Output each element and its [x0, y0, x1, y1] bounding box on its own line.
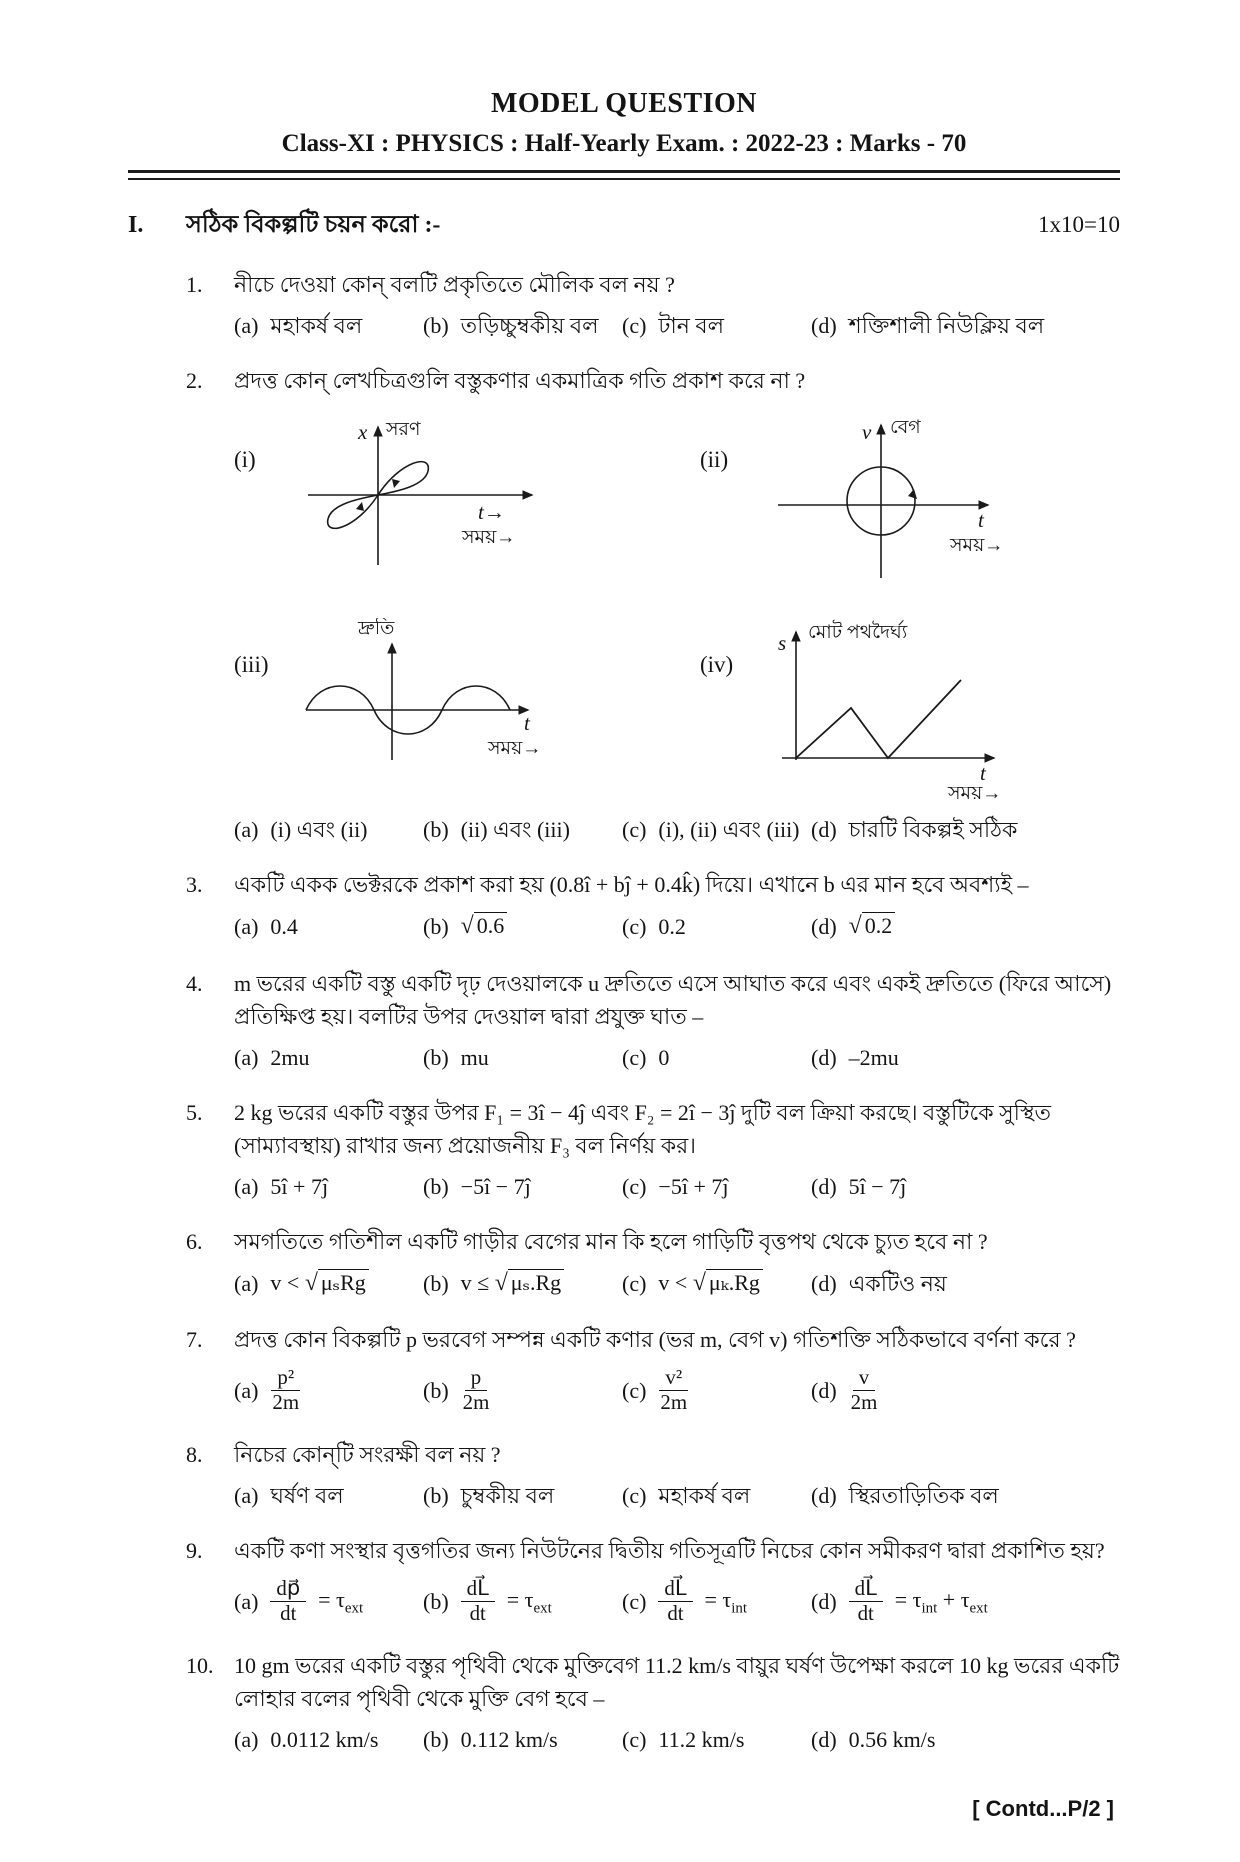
- option-label: (a): [234, 1173, 259, 1199]
- option-label: (a): [234, 1483, 259, 1509]
- option-text: 5î + 7ĵ: [270, 1173, 329, 1199]
- option-label: (b): [423, 1726, 449, 1752]
- option-b: [423, 813, 616, 846]
- option-text: (ii) এবং (iii): [460, 817, 570, 842]
- question-number: 8.: [186, 1442, 203, 1468]
- option-label: (b): [423, 817, 449, 842]
- question-text: একটি কণা সংস্থার বৃত্তগতির জন্য নিউটনের দ্বিতীয় গতিসূত্রটি নিচের কোন সমীকরণ দ্বারা প্রকাশিত হয়?: [234, 1538, 1105, 1564]
- numerator: p²: [271, 1366, 300, 1390]
- options-row: [234, 1170, 1120, 1203]
- graph-i-label: (i): [234, 447, 256, 472]
- equation-rhs: [318, 1583, 363, 1620]
- question-number: 6.: [186, 1228, 203, 1254]
- graph-iii-label: (iii): [234, 652, 269, 677]
- denominator: dt: [469, 1600, 486, 1625]
- rhs-subscript: ext: [344, 1599, 364, 1616]
- question-1: [128, 268, 1120, 342]
- question-number: 4.: [186, 970, 203, 996]
- option-label: (a): [234, 1270, 259, 1296]
- rhs-base: = τ: [704, 1586, 732, 1612]
- option-text: 0.56 km/s: [848, 1726, 936, 1752]
- option-text: স্থিরতাড়িতিক বল: [848, 1483, 999, 1509]
- option-label: (b): [423, 1173, 449, 1199]
- rhs-subscript: ext: [533, 1599, 552, 1616]
- question-text: নিচের কোন্‌টি সংরক্ষী বল নয় ?: [234, 1442, 501, 1468]
- option-text: [461, 909, 508, 945]
- option-c: [622, 1575, 805, 1627]
- page-subtitle: Class-XI : PHYSICS : Half-Yearly Exam. : 2022-23 : Marks - 70: [281, 130, 967, 157]
- x-axis-caption: সময়→: [488, 738, 542, 759]
- y-axis-letter: s: [778, 631, 787, 655]
- question-4: [128, 967, 1120, 1074]
- option-label: (d): [811, 1588, 837, 1614]
- denominator: 2m: [462, 1389, 490, 1414]
- question-text: সমগতিতে গতিশীল একটি গাড়ীর বেগের মান কি হলে গাড়িটি বৃত্তপথ থেকে চ্যুত হবে না ?: [234, 1228, 988, 1254]
- radicand: 0.2: [862, 912, 896, 938]
- question-10: [128, 1649, 1120, 1756]
- graph-iii-plot: [300, 618, 550, 768]
- graph-i-plot: [300, 413, 550, 578]
- equation-rhs: [507, 1583, 552, 1620]
- x-axis-letter: t→: [478, 500, 505, 524]
- option-text: [270, 1266, 368, 1302]
- option-label: (a): [234, 1044, 259, 1070]
- fraction: [461, 1366, 492, 1414]
- option-d: [811, 309, 1120, 342]
- fraction: [658, 1366, 689, 1414]
- option-label: (d): [811, 1044, 837, 1070]
- option-text: চারটি বিকল্পই সঠিক: [848, 817, 1018, 842]
- option-a: [234, 1266, 417, 1302]
- section-marks: 1x10=10: [1038, 212, 1120, 237]
- option-c: [622, 1041, 805, 1074]
- option-text: 5î − 7ĵ: [848, 1173, 907, 1199]
- option-d: [811, 1267, 1120, 1300]
- numerator: v: [853, 1366, 875, 1390]
- option-label: (c): [622, 817, 647, 842]
- option-b: [423, 1723, 616, 1756]
- option-text: 0.2: [658, 914, 686, 940]
- question-number: 9.: [186, 1538, 203, 1564]
- denominator: dt: [667, 1600, 684, 1625]
- denominator: 2m: [850, 1389, 878, 1414]
- y-axis-caption: মোট পথদৈর্ঘ্য: [808, 622, 908, 643]
- option-c: [622, 813, 805, 846]
- numerator: v²: [659, 1366, 688, 1390]
- question-text: প্রদত্ত কোন্ লেখচিত্রগুলি বস্তুকণার একমাত্রিক গতি প্রকাশ করে না ?: [234, 368, 806, 393]
- option-text: টান বল: [658, 313, 725, 338]
- y-axis-caption: দ্রুতি: [358, 618, 395, 639]
- options-row: [234, 1266, 1120, 1302]
- question-text: m ভরের একটি বস্তু একটি দৃঢ় দেওয়ালকে u দ্রুতিতে এসে আঘাত করে এবং একই দ্রুতিতে (ফিরে আসে) প্রতিক্ষিপ্ত হয়। বলটির উপর দেওয়াল দ্বারা প্রযুক্ত ঘাত –: [234, 970, 1112, 1029]
- options-row: [234, 1364, 1120, 1416]
- rhs-subscript: int: [921, 1599, 938, 1616]
- option-d: [811, 1479, 1120, 1512]
- y-axis-letter: v: [862, 420, 872, 444]
- option-label: (d): [811, 313, 837, 338]
- option-label: (c): [622, 1270, 647, 1296]
- options-row: [234, 1723, 1120, 1756]
- radicand: μₛRg: [318, 1269, 369, 1295]
- x-axis-letter: t: [978, 508, 984, 532]
- fraction: [461, 1577, 495, 1625]
- radicand: 0.6: [474, 912, 508, 938]
- question-3: [128, 868, 1120, 945]
- option-c: [622, 1479, 805, 1512]
- option-b: [423, 1479, 616, 1512]
- option-label: (b): [423, 1270, 449, 1296]
- option-label: (a): [234, 313, 259, 338]
- question-2: [128, 364, 1120, 846]
- option-label: (b): [423, 1588, 449, 1614]
- option-c: [622, 1170, 805, 1203]
- option-d: [811, 1723, 1120, 1756]
- option-d: [811, 813, 1120, 846]
- options-row: [234, 1479, 1120, 1512]
- option-label: (c): [622, 1483, 647, 1509]
- fraction: [270, 1366, 301, 1414]
- zigzag-curve: [796, 680, 961, 758]
- option-a: [234, 910, 417, 943]
- option-label: (d): [811, 817, 837, 842]
- rhs-base: = τ: [506, 1586, 534, 1612]
- inequality: v ≤: [460, 1269, 490, 1295]
- option-text: [849, 909, 896, 945]
- x-axis-letter: t: [980, 761, 986, 785]
- option-text: ঘর্ষণ বল: [270, 1483, 344, 1509]
- option-a: [234, 813, 417, 846]
- option-c: [622, 1266, 805, 1302]
- graph-iv-plot: [766, 618, 1016, 803]
- section-heading: [128, 206, 1120, 246]
- option-label: (c): [622, 1173, 647, 1199]
- option-d: [811, 1041, 1120, 1074]
- graph-iv-label: (iv): [700, 652, 734, 677]
- equation-rhs: [705, 1583, 748, 1620]
- option-label: (b): [423, 914, 449, 940]
- inequality: v <: [270, 1269, 300, 1295]
- rhs-subscript: int: [731, 1599, 748, 1616]
- page-title: MODEL QUESTION: [490, 88, 758, 119]
- equation-rhs: [895, 1583, 988, 1620]
- option-label: (c): [622, 1726, 647, 1752]
- rhs-base: = τ: [318, 1586, 345, 1612]
- question-number: 1.: [186, 272, 203, 297]
- option-label: (c): [622, 313, 647, 338]
- option-b: [423, 1041, 616, 1074]
- option-label: (c): [622, 1377, 647, 1403]
- double-rule-divider: [128, 170, 1120, 180]
- option-a: [234, 1041, 417, 1074]
- graph-ii: [700, 413, 1120, 588]
- question-8: [128, 1438, 1120, 1512]
- option-text: একটিও নয়: [848, 1270, 947, 1296]
- options-row: [234, 909, 1120, 945]
- y-axis-letter: x: [358, 420, 368, 444]
- option-a: [234, 309, 417, 342]
- radicand: μₖ.Rg: [706, 1269, 763, 1295]
- option-d: [811, 1364, 1120, 1416]
- x-axis-caption: সময়→: [462, 527, 516, 548]
- option-label: (d): [811, 1173, 837, 1199]
- rhs-subscript: ext: [969, 1599, 988, 1616]
- option-text: 2mu: [270, 1044, 310, 1070]
- option-b: [423, 1266, 616, 1302]
- options-row: [234, 1575, 1120, 1627]
- option-label: (c): [622, 1588, 647, 1614]
- option-label: (a): [234, 1377, 259, 1403]
- question-5: [128, 1096, 1120, 1203]
- denominator: dt: [280, 1600, 297, 1625]
- option-text: 0.112 km/s: [460, 1726, 558, 1752]
- option-text: 0.0112 km/s: [270, 1726, 379, 1752]
- denominator: 2m: [272, 1389, 300, 1414]
- option-a: [234, 1479, 417, 1512]
- question-number: 5.: [186, 1099, 203, 1125]
- option-a: [234, 1723, 417, 1756]
- denominator: dt: [857, 1600, 874, 1625]
- option-label: (d): [811, 1483, 837, 1509]
- options-row: [234, 1041, 1120, 1074]
- y-axis-caption: বেগ: [890, 417, 921, 438]
- option-c: [622, 1364, 805, 1416]
- denominator: 2m: [660, 1389, 688, 1414]
- option-label: (c): [622, 1044, 647, 1070]
- question-number: 10.: [186, 1652, 214, 1678]
- option-b: [423, 1170, 616, 1203]
- option-b: [423, 1364, 616, 1416]
- options-row: [234, 813, 1120, 846]
- graph-grid: [234, 413, 1120, 803]
- option-b: [423, 309, 616, 342]
- option-label: (a): [234, 1588, 259, 1614]
- option-label: (a): [234, 1726, 259, 1752]
- question-text: 2 kg ভরের একটি বস্তুর উপর F₁ = 3î − 4ĵ এবং F₂ = 2î − 3ĵ দুটি বল ক্রিয়া করছে। বস্তুটিকে সুস্থিত (সাম্যাবস্থায়) রাখার জন্য প্রয়োজনীয় F₃ বল নির্ণয় কর।: [234, 1099, 1052, 1158]
- sqrt-symbol: √: [304, 1269, 318, 1296]
- option-b: [423, 1575, 616, 1627]
- option-label: (b): [423, 1377, 449, 1403]
- graph-ii-plot: [766, 413, 1016, 588]
- question-7: [128, 1323, 1120, 1416]
- inequality: v <: [658, 1269, 688, 1295]
- option-text: (i) এবং (ii): [270, 817, 368, 842]
- option-text: −5î − 7ĵ: [460, 1173, 531, 1199]
- option-text: 0.4: [270, 914, 298, 940]
- question-9: [128, 1534, 1120, 1627]
- numerator: dL⃗: [849, 1577, 883, 1601]
- graph-ii-label: (ii): [700, 447, 729, 472]
- question-text: 10 gm ভরের একটি বস্তুর পৃথিবী থেকে মুক্তিবেগ 11.2 km/s বায়ুর ঘর্ষণ উপেক্ষা করলে 10 kg ভরের একটি লোহার বলের পৃথিবী থেকে মুক্তি বেগ হবে –: [234, 1652, 1120, 1711]
- numerator: dp⃗: [270, 1577, 306, 1601]
- option-c: [622, 910, 805, 943]
- option-text: [658, 1266, 762, 1302]
- fraction: [849, 1366, 880, 1414]
- curve-arrow: [392, 479, 400, 488]
- graph-iv: [700, 618, 1120, 803]
- question-text: একটি একক ভেক্টরকে প্রকাশ করা হয় (0.8î + bĵ + 0.4k̂) দিয়ে। এখানে b এর মান হবে অবশ্যই –: [234, 872, 1029, 897]
- option-d: [811, 1575, 1120, 1627]
- option-text: 11.2 km/s: [658, 1726, 745, 1752]
- question-number: 3.: [186, 872, 203, 897]
- option-text: মহাকর্ষ বল: [658, 1483, 751, 1509]
- rhs-base: = τ: [894, 1586, 922, 1612]
- graph-iii: [234, 618, 654, 803]
- sqrt-symbol: √: [460, 913, 474, 939]
- y-axis-caption: সরণ: [386, 419, 421, 440]
- question-6: [128, 1225, 1120, 1302]
- curve-arrow: [356, 502, 364, 511]
- option-label: (b): [423, 1044, 449, 1070]
- option-text: তড়িচ্চুম্বকীয় বল: [460, 313, 599, 338]
- fraction: [270, 1577, 306, 1625]
- option-label: (d): [811, 1377, 837, 1403]
- option-c: [622, 1723, 805, 1756]
- radicand: μₛ.Rg: [508, 1269, 564, 1295]
- option-text: −5î + 7ĵ: [658, 1173, 729, 1199]
- fraction: [849, 1577, 883, 1625]
- x-axis-letter: t: [524, 711, 530, 735]
- option-label: (b): [423, 313, 449, 338]
- question-text: প্রদত্ত কোন বিকল্পটি p ভরবেগ সম্পন্ন একটি কণার (ভর m, বেগ v) গতিশক্তি সঠিকভাবে বর্ণনা করে ?: [234, 1327, 1076, 1353]
- options-row: [234, 309, 1120, 342]
- question-number: 7.: [186, 1327, 203, 1353]
- option-text: –2mu: [848, 1044, 899, 1070]
- numerator: p: [465, 1366, 487, 1390]
- option-a: [234, 1170, 417, 1203]
- numerator: dL⃗: [461, 1577, 495, 1601]
- option-label: (a): [234, 914, 259, 940]
- sqrt-symbol: √: [494, 1269, 508, 1296]
- option-text: (i), (ii) এবং (iii): [658, 817, 800, 842]
- option-text: [461, 1266, 565, 1302]
- option-label: (a): [234, 817, 259, 842]
- option-text: mu: [460, 1044, 489, 1070]
- option-text: চুম্বকীয় বল: [460, 1483, 555, 1509]
- x-axis-caption: সময়→: [948, 783, 1002, 803]
- option-label: (d): [811, 1270, 837, 1296]
- section-instruction: সঠিক বিকল্পটি চয়ন করো :-: [186, 212, 441, 238]
- option-c: [622, 309, 805, 342]
- option-b: [423, 909, 616, 945]
- continued-note: [ Contd...P/2 ]: [972, 1795, 1114, 1821]
- option-d: [811, 909, 1120, 945]
- option-text: মহাকর্ষ বল: [270, 313, 363, 338]
- numerator: dL⃗: [658, 1577, 692, 1601]
- option-label: (d): [811, 1726, 837, 1752]
- question-number: 2.: [186, 368, 203, 393]
- rhs-base: + τ: [937, 1586, 970, 1612]
- option-d: [811, 1170, 1120, 1203]
- option-a: [234, 1575, 417, 1627]
- option-a: [234, 1364, 417, 1416]
- section-number: I.: [128, 212, 144, 238]
- option-label: (c): [622, 914, 647, 940]
- sqrt-symbol: √: [848, 913, 862, 939]
- graph-i: [234, 413, 654, 588]
- option-text: 0: [658, 1044, 670, 1070]
- option-label: (b): [423, 1483, 449, 1509]
- fraction: [658, 1577, 692, 1625]
- x-axis-caption: সময়→: [950, 535, 1004, 556]
- sqrt-symbol: √: [692, 1269, 706, 1296]
- question-text: নীচে দেওয়া কোন্ বলটি প্রকৃতিতে মৌলিক বল নয় ?: [234, 272, 675, 297]
- option-label: (d): [811, 914, 837, 940]
- option-text: শক্তিশালী নিউক্লিয় বল: [848, 313, 1045, 338]
